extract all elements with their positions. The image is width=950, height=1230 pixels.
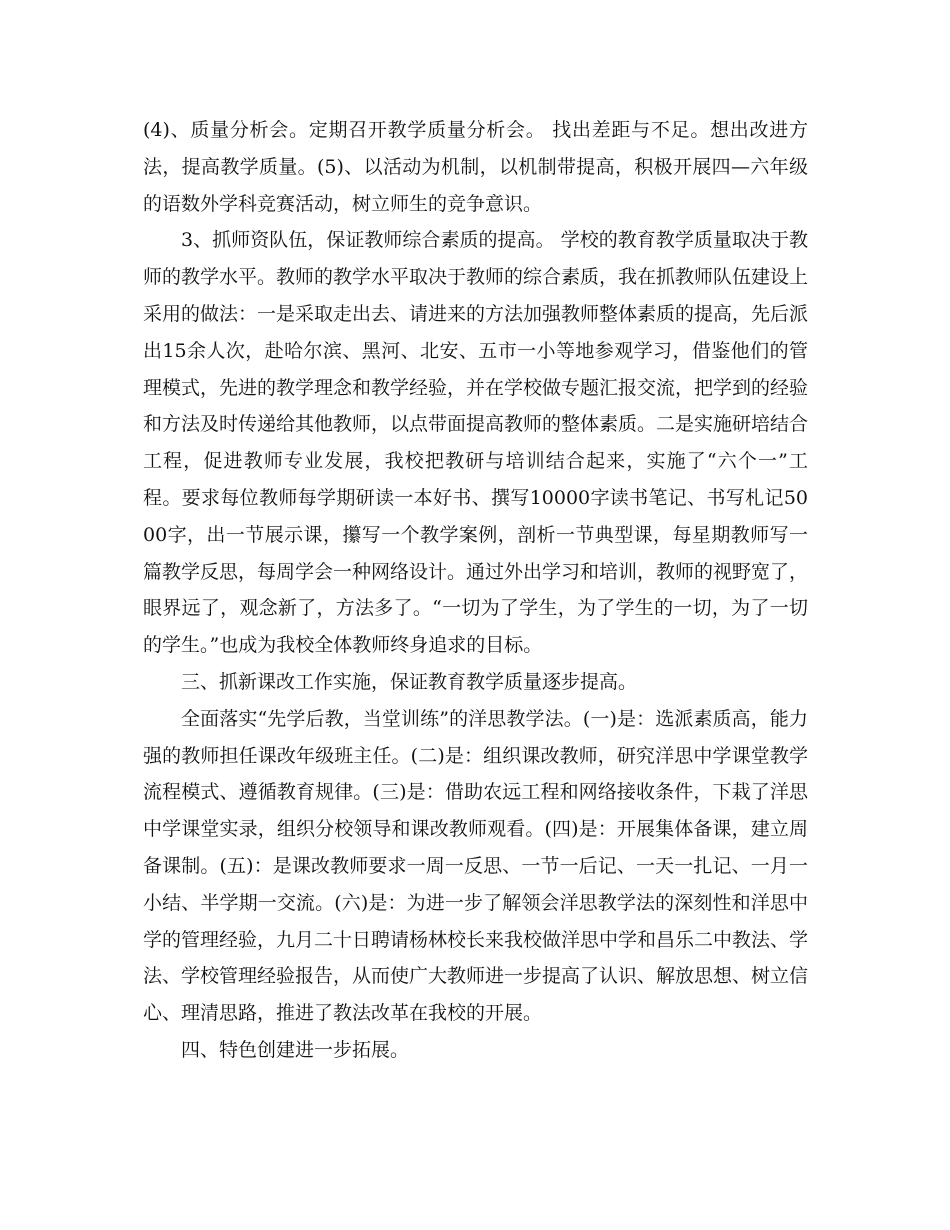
paragraph-quality-analysis: (4)、质量分析会。定期召开教学质量分析会。 找出差距与不足。想出改进方法，提高教学质量。(5)、以活动为机制，以机制带提高，积极开展四—六年级的语数外学科竞赛活动，树立师生的竞争意识。 — [143, 119, 808, 215]
paragraph-teacher-team: 3、抓师资队伍，保证教师综合素质的提高。 学校的教育教学质量取决于教师的教学水平。教师的教学水平取决于教师的综合素质，我在抓教师队伍建设上采用的做法：一是采取走出去、请进来的方法加强教师整体素质的提高，先后派出15余人次，赴哈尔滨、黑河、北安、五市一小等地参观学习，借鉴他们的管理模式，先进的教学理念和教学经验，并在学校做专题汇报交流，把学到的经验和方法及时传递给其他教师，以点带面提高教师的整体素质。二是实施研培结合工程，促进教师专业发展，我校把教研与培训结合起来，实施了“六个一”工程。要求每位教师每学期研读一本好书、撰写10000字读书笔记、书写札记5000字，出一节展示课，攥写一个教学案例，剖析一节典型课，每星期教师写一篇教学反思，每周学会一种网络设计。通过外出学习和培训，教师的视野宽了，眼界远了，观念新了，方法多了。“一切为了学生，为了学生的一切，为了一切的学生。”也成为我校全体教师终身追求的目标。 — [143, 229, 809, 657]
paragraph-section-four-heading: 四、特色创建进一步拓展。 — [181, 1038, 410, 1061]
document-body — [143, 112, 808, 1069]
paragraph-yangsi-method: 全面落实“先学后教，当堂训练”的洋思教学法。(一)是：选派素质高，能力强的教师担任课改年级班主任。(二)是：组织课改教师，研究洋思中学课堂教学流程模式、遵循教育规律。(三)是：借助农远工程和网络接收条件，下栽了洋思中学课堂实录，组织分校领导和课改教师观看。(四)是：开展集体备课，建立周备课制。(五)：是课改教师要求一周一反思、一节一后记、一天一扎记、一月一小结、半学期一交流。(六)是：为进一步了解领会洋思教学法的深刻性和洋思中学的管理经验，九月二十日聘请杨林校长来我校做洋思中学和昌乐二中教法、学法、学校管理经验报告，从而使广大教师进一步提高了认识、解放思想、树立信心、理清思路，推进了教法改革在我校的开展。 — [143, 707, 809, 1025]
paragraph-section-three-heading: 三、抓新课改工作实施，保证教育教学质量逐步提高。 — [181, 670, 638, 693]
